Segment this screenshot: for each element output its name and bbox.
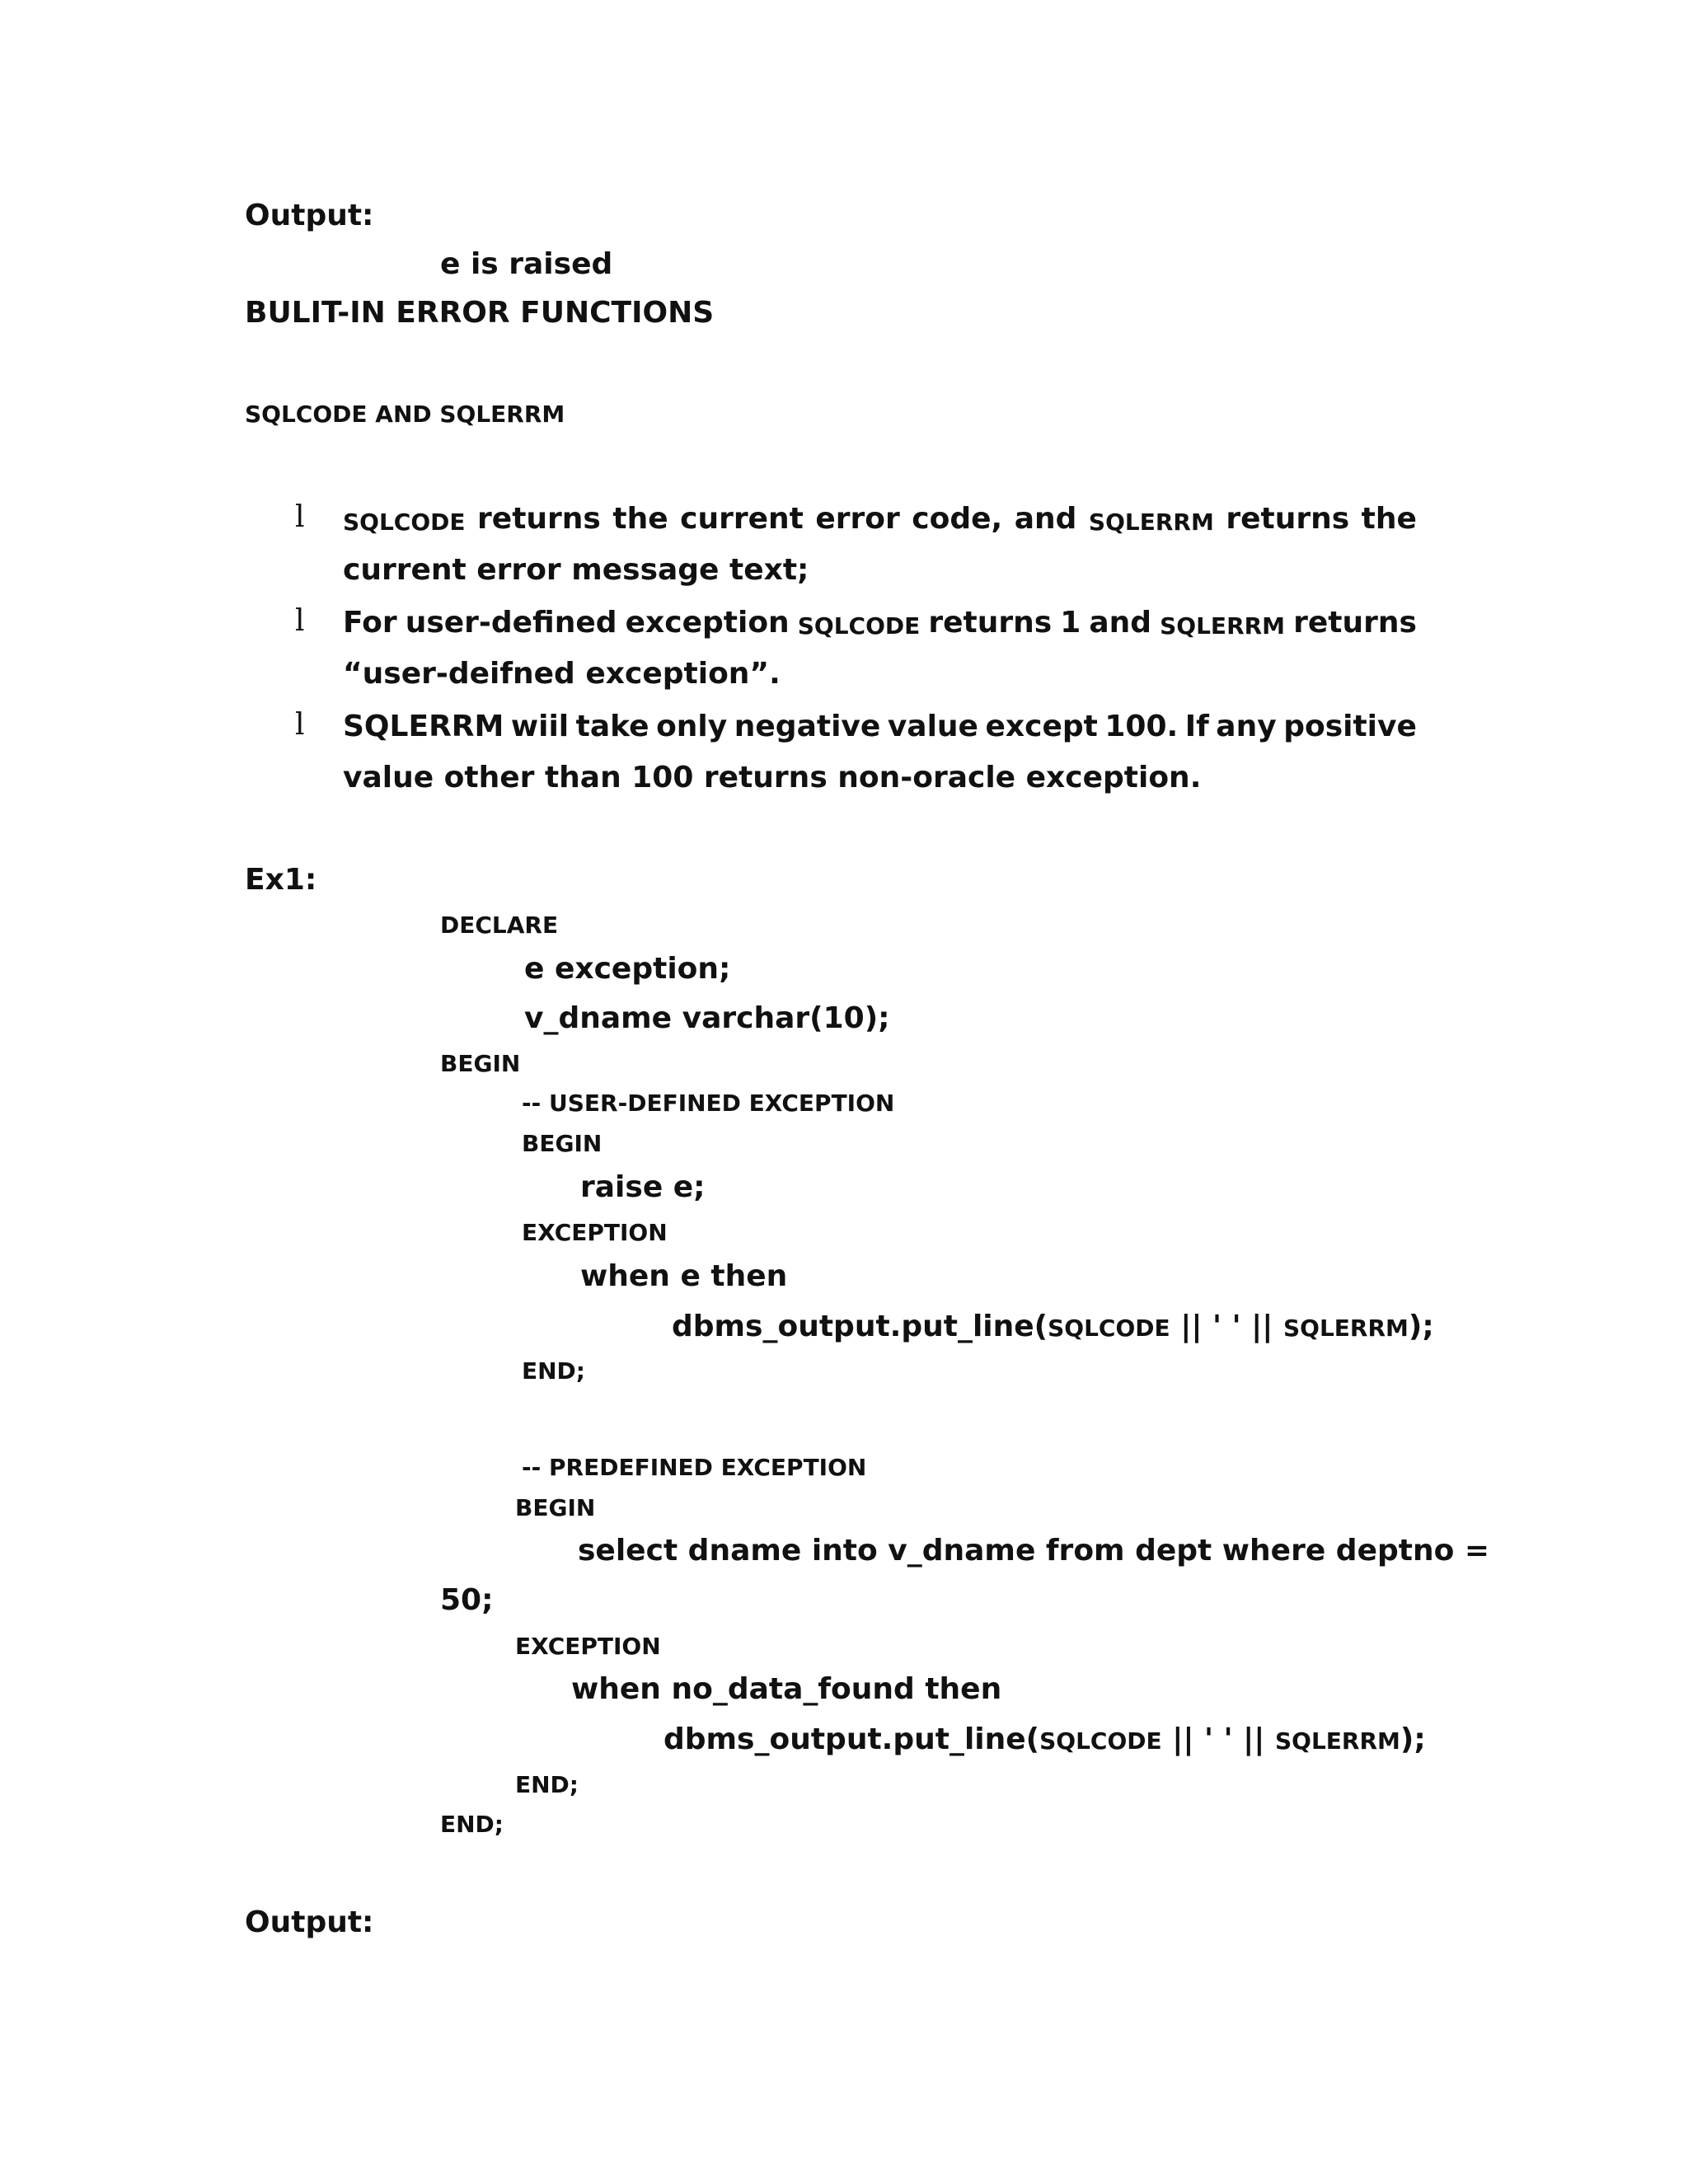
word: 1 (1060, 606, 1081, 640)
keyword: SQLERRM (1088, 509, 1214, 536)
keyword: SQLERRM (1282, 1315, 1409, 1342)
code-line: END; (440, 1811, 504, 1838)
code-fragment: ); (1400, 1722, 1426, 1756)
code-line: EXCEPTION (522, 1219, 668, 1246)
word: negative (734, 710, 881, 743)
code-fragment: dbms_output.put_line( (672, 1310, 1048, 1343)
bullet-line (343, 712, 1417, 742)
word: returns (928, 606, 1053, 640)
sub-heading: SQLCODE AND SQLERRM (245, 401, 565, 428)
word: the (1361, 502, 1417, 536)
code-fragment: dbms_output.put_line( (663, 1722, 1040, 1756)
bullet-icon: l (295, 500, 305, 534)
word: user-defined (405, 606, 617, 640)
code-line: raise e; (580, 1170, 706, 1204)
code-line: EXCEPTION (515, 1633, 661, 1660)
keyword: SQLERRM (1274, 1727, 1400, 1755)
keyword: SQLCODE (1048, 1315, 1170, 1342)
code-line: when e then (580, 1259, 788, 1293)
word: If (1184, 710, 1209, 743)
word: returns (477, 502, 601, 536)
bullet-icon: l (295, 708, 305, 742)
code-line: e exception; (524, 952, 731, 986)
word: the (612, 502, 668, 536)
bullet-icon: l (295, 604, 305, 638)
word: SQLERRM (343, 710, 504, 743)
word: except (985, 710, 1098, 743)
word: positive (1283, 710, 1417, 743)
word: error (815, 502, 900, 536)
bullet-line-continued: current error message text; (343, 553, 809, 587)
keyword: SQLCODE (343, 509, 466, 536)
code-line (663, 1722, 1426, 1756)
code-comment: -- USER-DEFINED EXCEPTION (522, 1090, 895, 1117)
bullet-line (343, 504, 1417, 534)
code-line: v_dname varchar(10); (524, 1001, 890, 1035)
bullet-line-continued: value other than 100 returns non-oracle exception. (343, 761, 1202, 794)
keyword: SQLERRM (1160, 612, 1286, 640)
code-line: BEGIN (522, 1130, 603, 1157)
keyword: SQLCODE (797, 612, 921, 640)
word: exception (625, 606, 790, 640)
word: current (680, 502, 804, 536)
word: code, (912, 502, 1003, 536)
code-line: BEGIN (440, 1050, 521, 1077)
code-line: select dname into v_dname from dept where deptno = (578, 1534, 1490, 1568)
code-fragment: || ' ' || (1170, 1310, 1283, 1343)
word: 100. (1104, 710, 1179, 743)
word: any (1216, 710, 1277, 743)
output-heading: Output: (245, 199, 374, 232)
bullet-line (343, 608, 1417, 638)
code-line: 50; (440, 1583, 494, 1617)
word: take (575, 710, 649, 743)
code-line: when no_data_found then (571, 1672, 1002, 1706)
code-fragment: ); (1408, 1310, 1434, 1343)
word: only (656, 710, 728, 743)
code-comment: -- PREDEFINED EXCEPTION (522, 1454, 867, 1481)
word: and (1089, 606, 1152, 640)
example-label: Ex1: (245, 863, 317, 897)
output-text: e is raised (440, 247, 613, 281)
word: and (1014, 502, 1077, 536)
code-line (672, 1312, 1434, 1342)
keyword: SQLCODE (1039, 1727, 1162, 1755)
word: returns (1226, 502, 1350, 536)
code-fragment: || ' ' || (1161, 1722, 1275, 1756)
section-heading: BULIT-IN ERROR FUNCTIONS (245, 296, 715, 330)
bullet-line-continued: “user-deifned exception”. (343, 657, 781, 691)
code-line: END; (522, 1357, 585, 1385)
word: wiil (510, 710, 570, 743)
word: returns (1293, 606, 1417, 640)
code-line: BEGIN (515, 1494, 596, 1521)
code-line: DECLARE (440, 912, 559, 939)
code-line: END; (515, 1771, 579, 1798)
word: For (343, 606, 397, 640)
word: value (887, 710, 978, 743)
output-heading: Output: (245, 1905, 374, 1939)
